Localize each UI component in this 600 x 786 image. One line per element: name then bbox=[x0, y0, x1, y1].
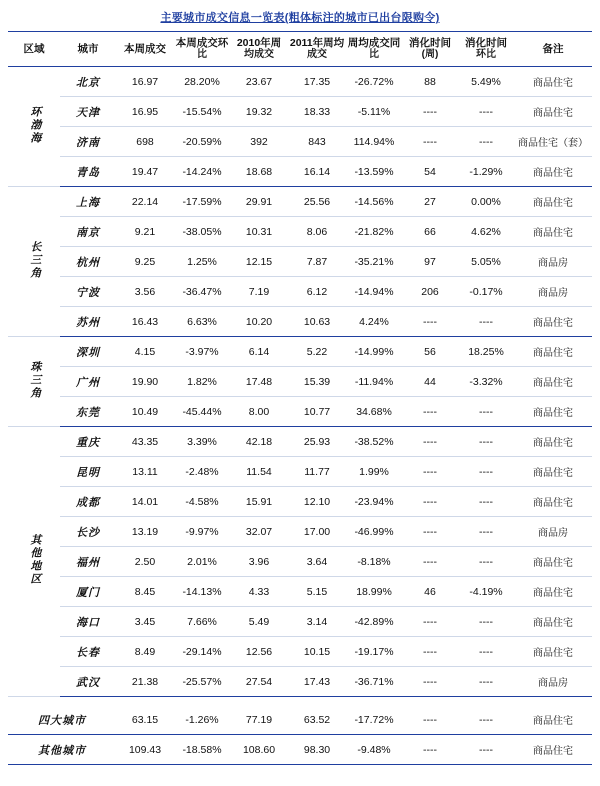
week-change: 28.20% bbox=[174, 67, 230, 97]
row-note: 商品住宅 bbox=[514, 427, 592, 457]
col-header-week-change-line1: 本周成交环 bbox=[175, 37, 229, 50]
col-header-digest-change bbox=[458, 32, 514, 67]
yoy-change: -21.82% bbox=[346, 217, 402, 247]
week-change: -14.13% bbox=[174, 577, 230, 607]
week-volume: 698 bbox=[116, 127, 174, 157]
digest-change: 18.25% bbox=[458, 337, 514, 367]
digest-weeks: ---- bbox=[402, 427, 458, 457]
col-header-avg2011 bbox=[288, 32, 346, 67]
digest-weeks: ---- bbox=[402, 307, 458, 337]
avg-2011: 5.15 bbox=[288, 577, 346, 607]
avg-2010: 12.56 bbox=[230, 637, 288, 667]
avg-2010: 10.20 bbox=[230, 307, 288, 337]
avg-2011: 16.14 bbox=[288, 157, 346, 187]
table-row bbox=[8, 517, 592, 547]
row-note: 商品住宅 bbox=[514, 735, 592, 765]
week-change: -45.44% bbox=[174, 397, 230, 427]
avg-2010: 27.54 bbox=[230, 667, 288, 697]
yoy-change: -38.52% bbox=[346, 427, 402, 457]
city-name: 海口 bbox=[60, 607, 116, 637]
week-change: -2.48% bbox=[174, 457, 230, 487]
avg-2010: 23.67 bbox=[230, 67, 288, 97]
table-row bbox=[8, 127, 592, 157]
row-note: 商品住宅（套） bbox=[514, 127, 592, 157]
spacer-cell bbox=[8, 697, 592, 706]
city-name: 苏州 bbox=[60, 307, 116, 337]
summary-label: 四大城市 bbox=[8, 705, 116, 735]
avg-2010: 19.32 bbox=[230, 97, 288, 127]
yoy-change: -26.72% bbox=[346, 67, 402, 97]
avg-2011: 12.10 bbox=[288, 487, 346, 517]
yoy-change: -13.59% bbox=[346, 157, 402, 187]
digest-weeks: 97 bbox=[402, 247, 458, 277]
avg-2011: 8.06 bbox=[288, 217, 346, 247]
avg-2011: 25.56 bbox=[288, 187, 346, 217]
row-note: 商品住宅 bbox=[514, 187, 592, 217]
city-name: 广州 bbox=[60, 367, 116, 397]
city-name: 武汉 bbox=[60, 667, 116, 697]
yoy-change: 1.99% bbox=[346, 457, 402, 487]
digest-change: ---- bbox=[458, 667, 514, 697]
table-row bbox=[8, 577, 592, 607]
week-volume: 9.21 bbox=[116, 217, 174, 247]
city-name: 成都 bbox=[60, 487, 116, 517]
week-change: 3.39% bbox=[174, 427, 230, 457]
week-volume: 21.38 bbox=[116, 667, 174, 697]
city-name: 济南 bbox=[60, 127, 116, 157]
week-change: -20.59% bbox=[174, 127, 230, 157]
city-name: 杭州 bbox=[60, 247, 116, 277]
avg-2011: 11.77 bbox=[288, 457, 346, 487]
yoy-change: 18.99% bbox=[346, 577, 402, 607]
week-change: 1.82% bbox=[174, 367, 230, 397]
row-note: 商品住宅 bbox=[514, 367, 592, 397]
digest-change: ---- bbox=[458, 637, 514, 667]
digest-weeks: ---- bbox=[402, 607, 458, 637]
region-cell-pearl bbox=[8, 337, 60, 427]
col-header-digest-change-line1: 消化时间 bbox=[465, 37, 507, 50]
week-change: 1.25% bbox=[174, 247, 230, 277]
row-note: 商品住宅 bbox=[514, 337, 592, 367]
col-header-week-volume-line1: 本周成交 bbox=[124, 42, 166, 55]
col-header-city bbox=[60, 32, 116, 67]
summary-row-other-cities bbox=[8, 735, 592, 765]
digest-change: ---- bbox=[458, 607, 514, 637]
avg-2010: 12.15 bbox=[230, 247, 288, 277]
avg-2010: 7.19 bbox=[230, 277, 288, 307]
col-header-yoy bbox=[346, 32, 402, 67]
digest-change: ---- bbox=[458, 307, 514, 337]
yoy-change: -9.48% bbox=[346, 735, 402, 765]
digest-weeks: 56 bbox=[402, 337, 458, 367]
week-volume: 16.95 bbox=[116, 97, 174, 127]
col-header-avg2010 bbox=[230, 32, 288, 67]
week-change: -14.24% bbox=[174, 157, 230, 187]
region-label: 环渤海 bbox=[28, 105, 41, 145]
col-header-week-change-line2: 比 bbox=[197, 49, 207, 61]
yoy-change: 34.68% bbox=[346, 397, 402, 427]
digest-weeks: 44 bbox=[402, 367, 458, 397]
city-name: 上海 bbox=[60, 187, 116, 217]
digest-weeks: ---- bbox=[402, 97, 458, 127]
week-volume: 2.50 bbox=[116, 547, 174, 577]
row-note: 商品房 bbox=[514, 247, 592, 277]
table-row bbox=[8, 547, 592, 577]
avg-2011: 25.93 bbox=[288, 427, 346, 457]
digest-change: 5.05% bbox=[458, 247, 514, 277]
week-volume: 9.25 bbox=[116, 247, 174, 277]
avg-2010: 77.19 bbox=[230, 705, 288, 735]
week-volume: 3.56 bbox=[116, 277, 174, 307]
avg-2011: 7.87 bbox=[288, 247, 346, 277]
digest-change: ---- bbox=[458, 397, 514, 427]
avg-2011: 15.39 bbox=[288, 367, 346, 397]
row-note: 商品住宅 bbox=[514, 307, 592, 337]
city-name: 青岛 bbox=[60, 157, 116, 187]
city-name: 长沙 bbox=[60, 517, 116, 547]
digest-weeks: ---- bbox=[402, 705, 458, 735]
section-spacer bbox=[8, 697, 592, 706]
digest-change: 5.49% bbox=[458, 67, 514, 97]
week-volume: 14.01 bbox=[116, 487, 174, 517]
avg-2010: 15.91 bbox=[230, 487, 288, 517]
digest-change: ---- bbox=[458, 427, 514, 457]
row-note: 商品住宅 bbox=[514, 67, 592, 97]
avg-2011: 6.12 bbox=[288, 277, 346, 307]
week-change: 7.66% bbox=[174, 607, 230, 637]
week-volume: 10.49 bbox=[116, 397, 174, 427]
summary-label: 其他城市 bbox=[8, 735, 116, 765]
digest-change: -3.32% bbox=[458, 367, 514, 397]
digest-change: ---- bbox=[458, 547, 514, 577]
row-note: 商品住宅 bbox=[514, 97, 592, 127]
table-body bbox=[8, 67, 592, 765]
week-change: -1.26% bbox=[174, 705, 230, 735]
city-name: 昆明 bbox=[60, 457, 116, 487]
avg-2010: 392 bbox=[230, 127, 288, 157]
avg-2011: 10.15 bbox=[288, 637, 346, 667]
col-header-yoy-line1: 周均成交同 bbox=[347, 37, 401, 50]
col-header-city-line1: 城市 bbox=[77, 42, 99, 55]
digest-weeks: 54 bbox=[402, 157, 458, 187]
week-change: -9.97% bbox=[174, 517, 230, 547]
week-volume: 3.45 bbox=[116, 607, 174, 637]
digest-weeks: ---- bbox=[402, 397, 458, 427]
week-change: -25.57% bbox=[174, 667, 230, 697]
avg-2010: 29.91 bbox=[230, 187, 288, 217]
table-row bbox=[8, 217, 592, 247]
page-title: 主要城市成交信息一览表(粗体标注的城市已出台限购令) bbox=[160, 12, 440, 24]
week-change: -3.97% bbox=[174, 337, 230, 367]
city-name: 东莞 bbox=[60, 397, 116, 427]
col-header-region bbox=[8, 32, 60, 67]
region-label: 长三角 bbox=[28, 240, 41, 280]
avg-2011: 3.64 bbox=[288, 547, 346, 577]
yoy-change: -35.21% bbox=[346, 247, 402, 277]
week-change: -15.54% bbox=[174, 97, 230, 127]
region-cell-bohai bbox=[8, 67, 60, 187]
header-row bbox=[8, 32, 592, 67]
city-transaction-table bbox=[8, 31, 592, 765]
digest-weeks: ---- bbox=[402, 667, 458, 697]
digest-weeks: 66 bbox=[402, 217, 458, 247]
avg-2010: 17.48 bbox=[230, 367, 288, 397]
table-row bbox=[8, 277, 592, 307]
digest-weeks: ---- bbox=[402, 637, 458, 667]
table-row bbox=[8, 397, 592, 427]
week-volume: 19.47 bbox=[116, 157, 174, 187]
row-note: 商品住宅 bbox=[514, 547, 592, 577]
yoy-change: -36.71% bbox=[346, 667, 402, 697]
table-row bbox=[8, 667, 592, 697]
city-name: 宁波 bbox=[60, 277, 116, 307]
digest-weeks: 27 bbox=[402, 187, 458, 217]
col-header-avg2011-line2: 成交 bbox=[307, 49, 327, 61]
week-volume: 8.45 bbox=[116, 577, 174, 607]
summary-row-four-cities bbox=[8, 705, 592, 735]
week-volume: 22.14 bbox=[116, 187, 174, 217]
avg-2011: 3.14 bbox=[288, 607, 346, 637]
city-name: 重庆 bbox=[60, 427, 116, 457]
week-volume: 16.97 bbox=[116, 67, 174, 97]
row-note: 商品住宅 bbox=[514, 577, 592, 607]
col-header-week-volume bbox=[116, 32, 174, 67]
avg-2010: 11.54 bbox=[230, 457, 288, 487]
table-row bbox=[8, 187, 592, 217]
table-row bbox=[8, 247, 592, 277]
digest-change: ---- bbox=[458, 487, 514, 517]
region-cell-other bbox=[8, 427, 60, 697]
avg-2010: 108.60 bbox=[230, 735, 288, 765]
col-header-avg2011-line1: 2011年周均 bbox=[289, 37, 345, 50]
digest-weeks: ---- bbox=[402, 735, 458, 765]
yoy-change: 4.24% bbox=[346, 307, 402, 337]
city-name: 南京 bbox=[60, 217, 116, 247]
city-name: 长春 bbox=[60, 637, 116, 667]
row-note: 商品住宅 bbox=[514, 457, 592, 487]
yoy-change: -19.17% bbox=[346, 637, 402, 667]
table-row bbox=[8, 97, 592, 127]
avg-2010: 3.96 bbox=[230, 547, 288, 577]
yoy-change: 114.94% bbox=[346, 127, 402, 157]
avg-2011: 17.43 bbox=[288, 667, 346, 697]
yoy-change: -14.56% bbox=[346, 187, 402, 217]
table-row bbox=[8, 67, 592, 97]
avg-2011: 5.22 bbox=[288, 337, 346, 367]
row-note: 商品住宅 bbox=[514, 157, 592, 187]
table-row bbox=[8, 607, 592, 637]
avg-2010: 4.33 bbox=[230, 577, 288, 607]
yoy-change: -14.99% bbox=[346, 337, 402, 367]
digest-change: ---- bbox=[458, 735, 514, 765]
row-note: 商品住宅 bbox=[514, 705, 592, 735]
yoy-change: -11.94% bbox=[346, 367, 402, 397]
avg-2010: 42.18 bbox=[230, 427, 288, 457]
week-volume: 109.43 bbox=[116, 735, 174, 765]
city-name: 福州 bbox=[60, 547, 116, 577]
avg-2010: 8.00 bbox=[230, 397, 288, 427]
week-volume: 4.15 bbox=[116, 337, 174, 367]
digest-change: ---- bbox=[458, 97, 514, 127]
avg-2011: 18.33 bbox=[288, 97, 346, 127]
digest-change: 0.00% bbox=[458, 187, 514, 217]
week-volume: 8.49 bbox=[116, 637, 174, 667]
col-header-digest-weeks bbox=[402, 32, 458, 67]
table-row bbox=[8, 307, 592, 337]
week-volume: 13.19 bbox=[116, 517, 174, 547]
digest-change: ---- bbox=[458, 127, 514, 157]
yoy-change: -5.11% bbox=[346, 97, 402, 127]
week-volume: 63.15 bbox=[116, 705, 174, 735]
avg-2010: 32.07 bbox=[230, 517, 288, 547]
week-change: -36.47% bbox=[174, 277, 230, 307]
row-note: 商品住宅 bbox=[514, 637, 592, 667]
avg-2010: 18.68 bbox=[230, 157, 288, 187]
week-change: -38.05% bbox=[174, 217, 230, 247]
yoy-change: -42.89% bbox=[346, 607, 402, 637]
table-row bbox=[8, 457, 592, 487]
week-change: -4.58% bbox=[174, 487, 230, 517]
table-row bbox=[8, 157, 592, 187]
digest-weeks: ---- bbox=[402, 457, 458, 487]
digest-change: 4.62% bbox=[458, 217, 514, 247]
week-change: -29.14% bbox=[174, 637, 230, 667]
col-header-region-line1: 区域 bbox=[23, 42, 45, 55]
avg-2011: 17.35 bbox=[288, 67, 346, 97]
avg-2011: 10.63 bbox=[288, 307, 346, 337]
digest-change: ---- bbox=[458, 457, 514, 487]
region-cell-yangtze bbox=[8, 187, 60, 337]
row-note: 商品房 bbox=[514, 667, 592, 697]
digest-weeks: ---- bbox=[402, 517, 458, 547]
col-header-note-line1: 备注 bbox=[542, 42, 564, 55]
week-volume: 19.90 bbox=[116, 367, 174, 397]
avg-2011: 98.30 bbox=[288, 735, 346, 765]
week-volume: 16.43 bbox=[116, 307, 174, 337]
yoy-change: -8.18% bbox=[346, 547, 402, 577]
col-header-week-change bbox=[174, 32, 230, 67]
row-note: 商品住宅 bbox=[514, 217, 592, 247]
week-change: 6.63% bbox=[174, 307, 230, 337]
city-name: 天津 bbox=[60, 97, 116, 127]
row-note: 商品住宅 bbox=[514, 487, 592, 517]
digest-change: -4.19% bbox=[458, 577, 514, 607]
avg-2011: 63.52 bbox=[288, 705, 346, 735]
avg-2011: 843 bbox=[288, 127, 346, 157]
col-header-yoy-line2: 比 bbox=[369, 49, 379, 61]
digest-weeks: ---- bbox=[402, 487, 458, 517]
table-row bbox=[8, 487, 592, 517]
digest-weeks: 88 bbox=[402, 67, 458, 97]
digest-change: -0.17% bbox=[458, 277, 514, 307]
yoy-change: -17.72% bbox=[346, 705, 402, 735]
city-name: 北京 bbox=[60, 67, 116, 97]
col-header-avg2010-line1: 2010年周 bbox=[236, 37, 282, 50]
week-volume: 43.35 bbox=[116, 427, 174, 457]
city-name: 深圳 bbox=[60, 337, 116, 367]
digest-change: ---- bbox=[458, 705, 514, 735]
col-header-note bbox=[514, 32, 592, 67]
digest-weeks: 206 bbox=[402, 277, 458, 307]
yoy-change: -46.99% bbox=[346, 517, 402, 547]
table-row bbox=[8, 427, 592, 457]
week-change: 2.01% bbox=[174, 547, 230, 577]
table-header bbox=[8, 32, 592, 67]
col-header-digest-weeks-line1: 消化时间 bbox=[409, 37, 451, 50]
avg-2010: 6.14 bbox=[230, 337, 288, 367]
row-note: 商品房 bbox=[514, 277, 592, 307]
table-row bbox=[8, 367, 592, 397]
digest-weeks: ---- bbox=[402, 127, 458, 157]
row-note: 商品住宅 bbox=[514, 607, 592, 637]
city-name: 厦门 bbox=[60, 577, 116, 607]
row-note: 商品房 bbox=[514, 517, 592, 547]
digest-weeks: ---- bbox=[402, 547, 458, 577]
digest-change: ---- bbox=[458, 517, 514, 547]
col-header-digest-change-line2: 环比 bbox=[476, 49, 496, 61]
region-label: 其他地区 bbox=[28, 534, 41, 586]
yoy-change: -14.94% bbox=[346, 277, 402, 307]
avg-2011: 10.77 bbox=[288, 397, 346, 427]
yoy-change: -23.94% bbox=[346, 487, 402, 517]
avg-2010: 10.31 bbox=[230, 217, 288, 247]
region-label: 珠三角 bbox=[28, 360, 41, 400]
avg-2011: 17.00 bbox=[288, 517, 346, 547]
table-row bbox=[8, 637, 592, 667]
col-header-avg2010-line2: 均成交 bbox=[244, 49, 274, 61]
week-change: -18.58% bbox=[174, 735, 230, 765]
week-change: -17.59% bbox=[174, 187, 230, 217]
col-header-digest-weeks-line2: (周) bbox=[421, 49, 439, 61]
row-note: 商品住宅 bbox=[514, 397, 592, 427]
avg-2010: 5.49 bbox=[230, 607, 288, 637]
digest-change: -1.29% bbox=[458, 157, 514, 187]
digest-weeks: 46 bbox=[402, 577, 458, 607]
table-row bbox=[8, 337, 592, 367]
week-volume: 13.11 bbox=[116, 457, 174, 487]
